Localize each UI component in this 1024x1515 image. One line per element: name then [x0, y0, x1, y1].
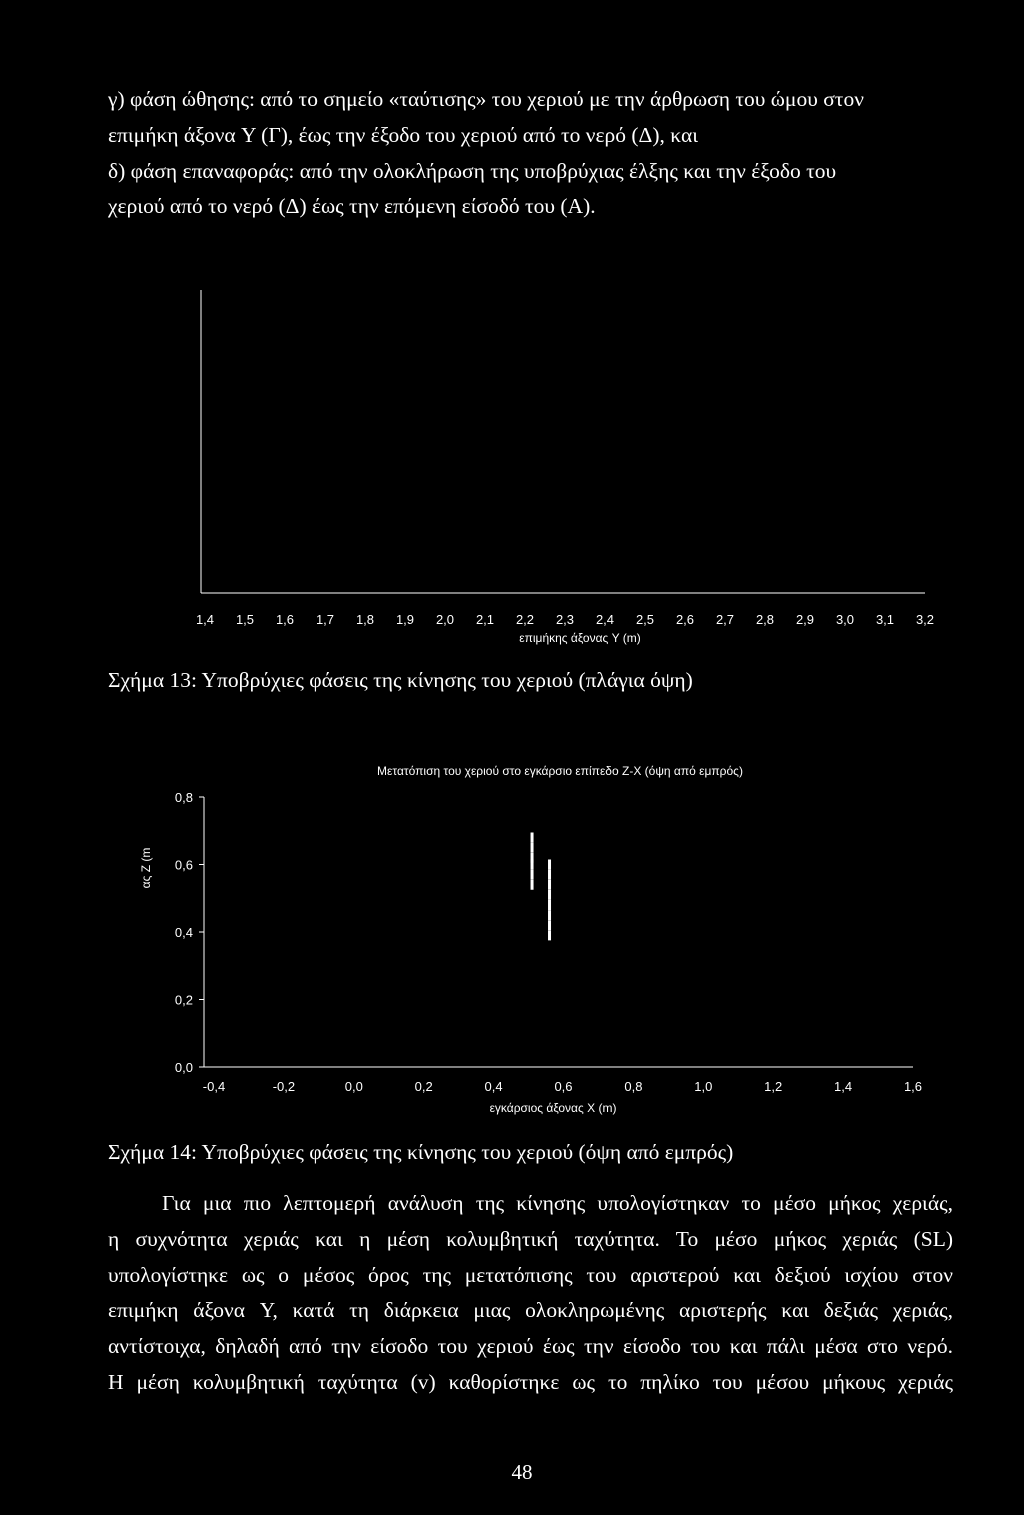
x-tick-label: 2,2 — [515, 612, 535, 627]
text-line: επιμήκη άξονα Y (Γ), έως την έξοδο του χεριού από το νερό (Δ), και — [108, 122, 698, 147]
figure14-chart — [0, 740, 1024, 1130]
x-tick-label: -0,2 — [272, 1079, 296, 1094]
text-line: αντίστοιχα, δηλαδή από την είσοδο του χεριού έως την είσοδο του και πάλι μέσα στο νερό. — [108, 1334, 953, 1359]
text-line: δ) φάση επαναφοράς: από την ολοκλήρωση της υποβρύχιας έλξης και την έξοδο του — [108, 158, 837, 183]
text-line: υπολογίστηκε ως ο μέσος όρος της μετατόπισης του αριστερού και δεξιού ισχίου στον — [108, 1262, 953, 1287]
x-tick-label: 1,9 — [395, 612, 415, 627]
text-line: γ) φάση ώθησης: από το σημείο «ταύτισης» του χεριού με την άρθρωση του ώμου στον — [108, 87, 864, 111]
figure14-caption: Σχήμα 14: Υποβρύχιες φάσεις της κίνησης του χεριού (όψη από εμπρός) — [108, 1140, 734, 1164]
x-tick-label: 1,4 — [834, 1079, 853, 1094]
chart-title: Μετατόπιση του χεριού στο εγκάρσιο επίπεδο Z-X (όψη από εμπρός) — [377, 764, 743, 778]
text-line: επιμήκη άξονα Y, κατά τη διάρκεια μιας ολοκληρωμένης αριστερής και δεξιάς χεριάς, — [108, 1298, 953, 1323]
data-point — [548, 890, 551, 900]
data-point — [531, 880, 534, 890]
y-axis-title: ας Z (m — [139, 847, 153, 889]
x-tick-label: 0,2 — [414, 1079, 433, 1094]
text-line: Η μέση κολυμβητική ταχύτητα (v) καθορίστηκε ως το πηλίκο του μέσου μήκους χεριάς — [108, 1369, 953, 1394]
text-line: η συχνότητα χεριάς και η μέση κολυμβητική ταχύτητα. Το μέσο μήκος χεριάς (SL) — [108, 1226, 953, 1251]
figure13-caption: Σχήμα 13: Υποβρύχιες φάσεις της κίνησης του χεριού (πλάγια όψη) — [108, 668, 693, 692]
x-tick-label: 1,2 — [764, 1079, 783, 1094]
x-tick-label: 2,7 — [715, 612, 735, 627]
page-number: 48 — [511, 1460, 533, 1484]
x-tick-label: 1,0 — [694, 1079, 713, 1094]
y-tick-label: 0,6 — [174, 857, 193, 873]
text-line: Για μια πιο λεπτομερή ανάλυση της κίνησης υπολογίστηκαν το μέσο μήκος χεριάς, — [162, 1191, 953, 1215]
data-point — [548, 860, 551, 870]
data-point — [548, 900, 551, 910]
x-tick-label: 1,4 — [195, 612, 215, 627]
x-tick-label: 3,1 — [875, 612, 895, 627]
y-tick-label: 0,0 — [174, 1060, 193, 1075]
x-tick-label: 2,4 — [595, 612, 615, 627]
x-tick-label: 0,0 — [344, 1079, 363, 1094]
x-tick-label: 1,7 — [315, 612, 335, 627]
data-point — [531, 870, 534, 880]
x-tick-label: 1,6 — [275, 612, 295, 627]
x-tick-label: 2,6 — [675, 612, 695, 627]
data-point — [548, 880, 551, 890]
text-line: χεριού από το νερό (Δ) έως την επόμενη είσοδό του (Α). — [108, 194, 596, 219]
x-tick-label: 2,0 — [435, 612, 455, 627]
x-tick-label: 0,4 — [484, 1079, 503, 1094]
y-tick-label: 0,2 — [174, 992, 193, 1008]
x-tick-label: 1,8 — [355, 612, 375, 627]
y-tick-label: 0,8 — [174, 790, 193, 805]
x-tick-label: 3,0 — [835, 612, 855, 627]
x-axis-title: εγκάρσιος άξονας X (m) — [489, 1101, 617, 1115]
x-tick-label: 0,6 — [554, 1079, 573, 1094]
x-tick-label: 1,5 — [235, 612, 255, 627]
data-point — [531, 833, 534, 843]
data-point — [548, 870, 551, 880]
x-tick-label: 2,9 — [795, 612, 815, 627]
data-point — [548, 910, 551, 920]
x-tick-label: -0,4 — [202, 1079, 226, 1094]
x-tick-label: 3,2 — [915, 612, 935, 627]
data-point — [531, 860, 534, 870]
y-tick-label: 0,4 — [174, 925, 193, 940]
paragraph-phases — [108, 82, 953, 225]
x-tick-label: 2,1 — [475, 612, 495, 627]
data-point — [548, 920, 551, 930]
x-axis-title: επιμήκης άξονας Y (m) — [519, 631, 641, 645]
x-tick-label: 1,6 — [903, 1079, 923, 1094]
figure13-chart — [0, 280, 1024, 655]
x-tick-label: 0,8 — [624, 1079, 643, 1094]
x-tick-label: 2,5 — [635, 612, 655, 627]
data-point — [548, 930, 551, 940]
data-point — [531, 843, 534, 853]
x-tick-label: 2,3 — [555, 612, 575, 627]
x-tick-label: 2,8 — [755, 612, 775, 627]
paragraph-analysis — [108, 1186, 953, 1401]
